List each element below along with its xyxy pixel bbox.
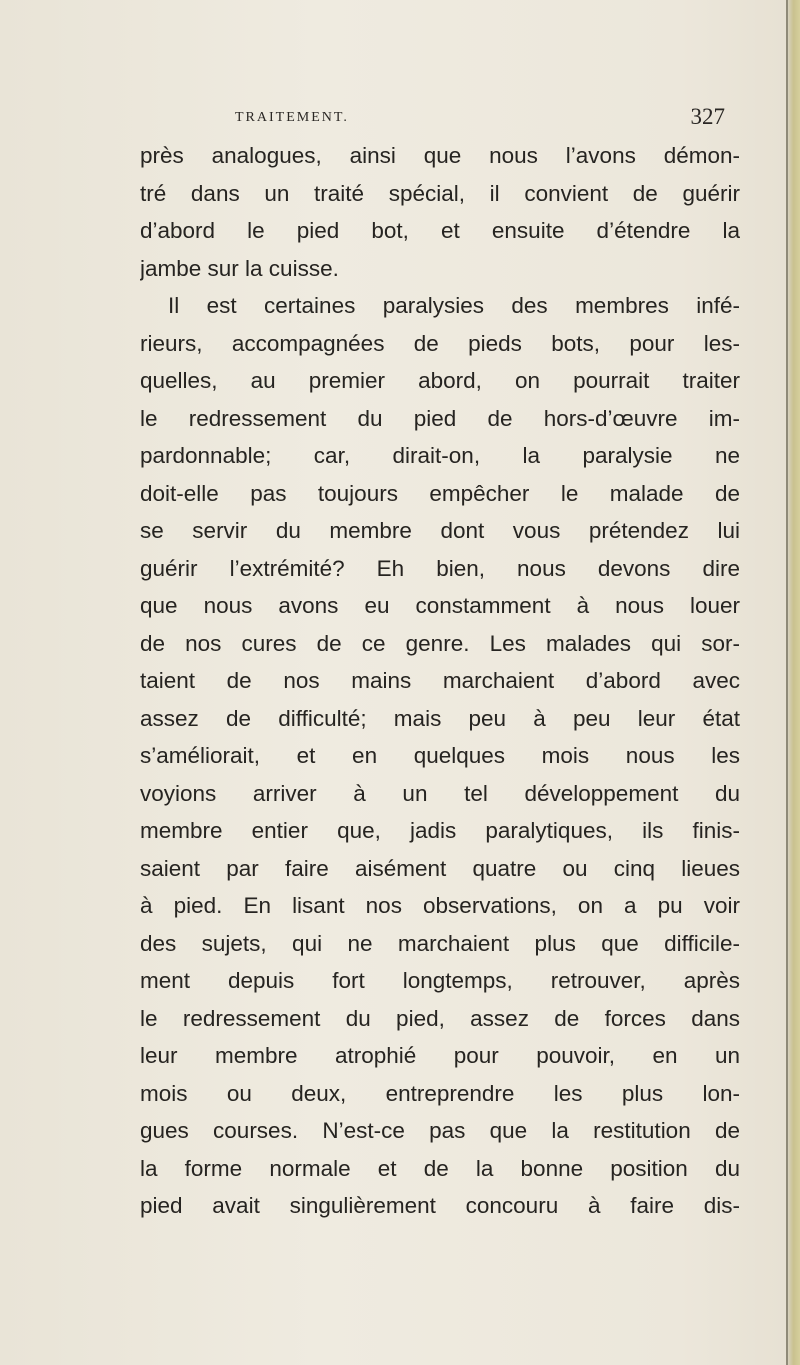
text-line: guérir l’extrémité? Eh bien, nous devons dire xyxy=(140,555,740,581)
page-header xyxy=(140,104,740,138)
text-line: doit-elle pas toujours empêcher le malade de xyxy=(140,480,740,506)
text-line: se servir du membre dont vous prétendez lui xyxy=(140,518,740,543)
text-line: gues courses. N’est-ce pas que la restitution de xyxy=(140,1118,740,1143)
text-line: membre entier que, jadis paralytiques, ils finis- xyxy=(140,818,740,843)
text-line: près analogues, ainsi que nous l’avons démon- xyxy=(140,143,740,168)
text-line: leur membre atrophié pour pouvoir, en un xyxy=(140,1043,740,1068)
text-line: tré dans un traité spécial, il convient de guérir xyxy=(140,180,740,206)
text-line: taient de nos mains marchaient d’abord avec xyxy=(140,668,740,693)
text-line: rieurs, accompagnées de pieds bots, pour les- xyxy=(140,330,740,356)
text-line: pied avait singulièrement concouru à faire dis- xyxy=(140,1193,740,1218)
running-head: TRAITEMENT. xyxy=(235,110,349,125)
text-line: des sujets, qui ne marchaient plus que difficile- xyxy=(140,930,740,956)
text-line: assez de difficulté; mais peu à peu leur état xyxy=(140,705,740,731)
text-line: s’améliorait, et en quelques mois nous les xyxy=(140,743,740,768)
text-line: pardonnable; car, dirait-on, la paralysie ne xyxy=(140,443,740,468)
text-line: ment depuis fort longtemps, retrouver, après xyxy=(140,968,740,993)
text-line: que nous avons eu constamment à nous louer xyxy=(140,593,740,618)
page-edge xyxy=(786,0,800,1365)
text-line: jambe sur la cuisse. xyxy=(140,255,339,281)
text-line: Il est certaines paralysies des membres infé- xyxy=(168,293,740,318)
text-line: à pied. En lisant nos observations, on a pu voir xyxy=(140,893,740,918)
text-line: saient par faire aisément quatre ou cinq lieues xyxy=(140,855,740,881)
text-line: voyions arriver à un tel développement du xyxy=(140,780,740,806)
text-line: la forme normale et de la bonne position du xyxy=(140,1155,740,1181)
text-line: d’abord le pied bot, et ensuite d’étendre la xyxy=(140,218,740,243)
text-line: mois ou deux, entreprendre les plus lon- xyxy=(140,1080,740,1106)
text-line: le redressement du pied, assez de forces dans xyxy=(140,1005,740,1031)
text-line: de nos cures de ce genre. Les malades qui sor- xyxy=(140,630,740,656)
text-line: le redressement du pied de hors-d’œuvre im- xyxy=(140,405,740,431)
body-text xyxy=(140,137,740,1225)
page-number: 327 xyxy=(690,104,725,129)
text-line: quelles, au premier abord, on pourrait traiter xyxy=(140,368,740,393)
